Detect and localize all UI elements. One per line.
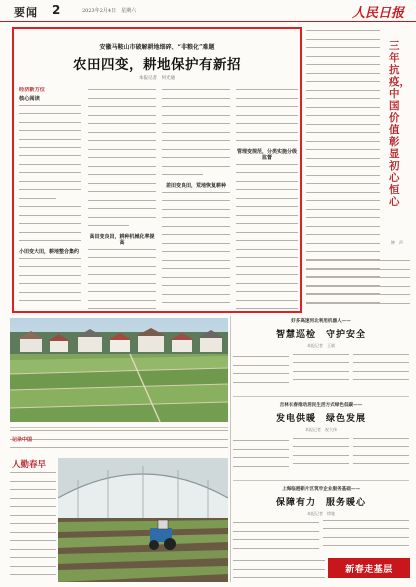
farmland-village-photo — [10, 318, 228, 422]
page-header — [0, 0, 416, 22]
issue-date: 2023年2月4日 星期六 — [82, 8, 137, 14]
featured-article[interactable] — [12, 27, 302, 313]
column-divider — [230, 316, 231, 582]
story3-byline: 本报记者 徐驰 — [307, 511, 335, 516]
farmland-village-image — [10, 318, 228, 422]
record-china-block[interactable] — [12, 436, 54, 470]
featured-subhead-3: 差田变良田，荒地恢复耕种 — [165, 183, 226, 190]
story3-kicker: 上海临港新片区筑牢企业服务基础—— — [281, 487, 361, 492]
story3-body-tail — [233, 558, 325, 582]
featured-byline: 本报记者 何光通 — [139, 76, 175, 81]
story-smart-inspection[interactable] — [233, 318, 409, 349]
featured-subhead-2: 高田变良田，耕种机械化率提高 — [89, 234, 155, 247]
story2-body — [233, 438, 409, 478]
featured-subhead-1: 小田变大田，耕地整合集约 — [19, 249, 80, 256]
story1-body — [233, 354, 409, 394]
story-enterprise-service[interactable] — [233, 486, 409, 517]
record-china-body — [10, 470, 56, 582]
story-divider-1 — [233, 396, 409, 397]
record-china-label: 记录中国 — [12, 437, 33, 443]
greenhouse-tractor-image — [58, 458, 228, 582]
featured-subhead-4: 管理变规范，分类实施分级监督 — [236, 149, 297, 162]
featured-column-4 — [236, 87, 298, 309]
story2-kicker: 吉林长春推动居民生活方式绿色低碳—— — [279, 403, 363, 408]
commentary-title-box[interactable] — [383, 40, 409, 250]
featured-column-2 — [88, 87, 156, 309]
banner-text: 新春走基层 — [345, 565, 393, 575]
greenhouse-tractor-photo — [58, 458, 228, 582]
story1-byline: 本报记者 王斌 — [307, 343, 335, 348]
page-number: 2 — [52, 3, 61, 17]
story-divider-2 — [233, 480, 409, 481]
masthead-logo: 人民日报 — [351, 6, 404, 21]
story2-byline: 本报记者 祝大伟 — [305, 427, 337, 432]
story3-title[interactable]: 保障有力 服务暖心 — [275, 498, 366, 508]
editorial-label: 经济新方位 — [19, 87, 45, 93]
story1-kicker: 好多高速河北利用机器人—— — [291, 319, 351, 324]
featured-column-1 — [19, 87, 81, 309]
story-green-heating[interactable] — [233, 402, 409, 433]
story2-title[interactable]: 发电供暖 绿色发展 — [275, 414, 366, 424]
commentary-title[interactable]: 三年抗疫，中国价值彰显初心恒心 — [389, 40, 410, 208]
story3-body — [233, 520, 409, 556]
editorial-title: 核心阅读 — [19, 96, 40, 103]
record-china-title[interactable]: 人勤春早 — [12, 460, 47, 470]
new-spring-banner[interactable] — [328, 558, 410, 578]
featured-column-3 — [162, 87, 230, 309]
featured-kicker: 安徽马鞍山市破解耕地细碎、“非粮化”难题 — [99, 44, 215, 51]
commentary-author: 钟 声 — [391, 240, 403, 245]
story1-title[interactable]: 智慧巡检 守护安全 — [275, 330, 366, 340]
commentary-body-lower — [306, 258, 410, 313]
section-name: 要闻 — [14, 6, 38, 19]
featured-headline[interactable]: 农田四变，耕地保护有新招 — [73, 57, 241, 73]
